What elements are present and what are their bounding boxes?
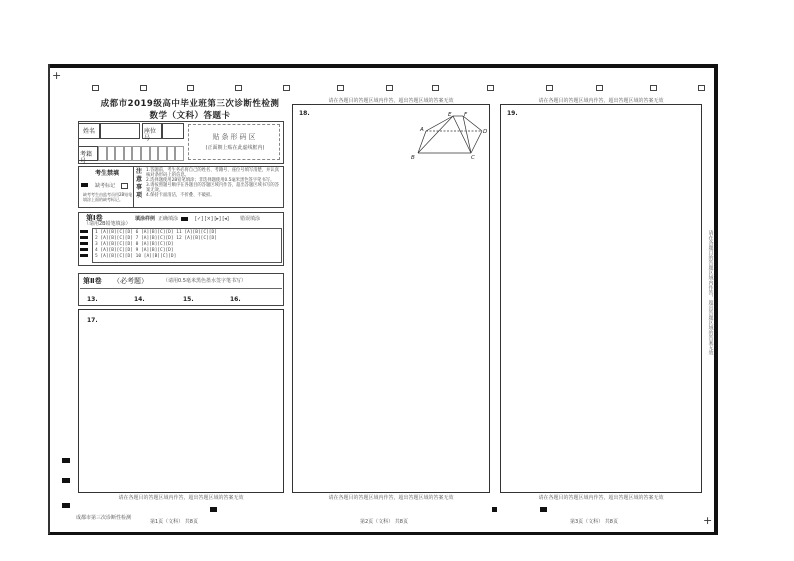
- part2-note: （请用0.5毫米黑色墨水签字笔书写）: [163, 278, 246, 284]
- q13-label: 13.: [87, 296, 98, 303]
- exam-no-digit-cell[interactable]: [175, 146, 184, 161]
- q19-label: 19.: [507, 110, 518, 117]
- registration-cross-icon: +: [52, 69, 62, 82]
- fig-label-a: A: [420, 127, 424, 133]
- timing-mark: [235, 85, 242, 91]
- timing-mark: [432, 85, 439, 91]
- right-border-bar: [714, 64, 718, 532]
- missing-checkbox[interactable]: [121, 183, 128, 189]
- bottom-border-bar: [48, 532, 718, 535]
- notice-list: [146, 168, 282, 198]
- notice-side-label: 注意事项: [136, 168, 143, 199]
- fig-label-b: B: [411, 155, 415, 161]
- q18-label: 18.: [299, 110, 310, 117]
- exam-no-field[interactable]: [98, 146, 184, 161]
- q14-label: 14.: [134, 296, 145, 303]
- bottom-warning-3: 请在各题目的答题区域内作答，超出答题区域的答案无效: [538, 495, 664, 501]
- timing-block: [80, 230, 88, 233]
- footer-page3: 第3页（文科） 共8页: [570, 519, 618, 525]
- exam-no-digit-cell[interactable]: [167, 146, 176, 161]
- right-vertical-warning: 请在各题目的答题区域内作答，超出答题区域的答案无效: [707, 230, 714, 355]
- top-warning-3: 请在各题目的答题区域内作答，超出答题区域的答案无效: [538, 98, 664, 104]
- wrong-label: 错误填涂: [240, 216, 261, 222]
- notice-item: 3.请按照题号顺序在各题目的答题区域内作答，超出答题区域书写的答案无效。: [146, 183, 280, 193]
- q17-answer-area[interactable]: [78, 309, 284, 493]
- exam-no-digit-cell[interactable]: [124, 146, 133, 161]
- timing-block: [80, 236, 88, 239]
- timing-mark: [650, 85, 657, 91]
- wrong-samples: [✓] [×] [▸] [◂]: [195, 216, 229, 222]
- footer-page1: 第1页（文科） 共8页: [150, 519, 198, 525]
- name-label: 姓名: [83, 128, 96, 135]
- correct-label: 正确填涂: [158, 216, 179, 222]
- seat-label-cell: [142, 123, 162, 142]
- timing-block: [62, 478, 70, 483]
- missing-title: 考生禁填: [94, 170, 119, 177]
- name-label-cell: [78, 123, 100, 139]
- fig-label-f: F: [464, 112, 468, 118]
- part2-divider: [80, 288, 282, 289]
- notice-item: 2.选择题使用2B铅笔填涂；非选择题使用0.5毫米黑色签字笔书写。: [146, 178, 275, 183]
- timing-block: [492, 507, 497, 512]
- missing-note: 缺考考生由监考员用2B铅笔填涂上面的缺考标记。: [83, 192, 133, 202]
- left-border-line: [48, 64, 50, 534]
- q16-label: 16.: [230, 296, 241, 303]
- timing-mark: [386, 85, 393, 91]
- fig-label-e: E: [448, 112, 452, 118]
- timing-mark: [140, 85, 147, 91]
- q15-label: 15.: [183, 296, 194, 303]
- seat-label: 座位号: [144, 128, 157, 142]
- fig-label-c: C: [471, 155, 475, 161]
- q18-answer-area[interactable]: [292, 104, 490, 493]
- missing-box: [78, 166, 134, 208]
- top-border-bar: [48, 64, 718, 68]
- exam-no-label: 考籍号: [80, 151, 93, 165]
- answer-row[interactable]: 3 [A][B][C][D] 8 [A][B][C][D]: [95, 242, 174, 247]
- exam-no-digit-cell[interactable]: [98, 146, 107, 161]
- timing-block: [80, 248, 88, 251]
- exam-no-digit-cell[interactable]: [115, 146, 124, 161]
- bottom-warning-2: 请在各题目的答题区域内作答，超出答题区域的答案无效: [328, 495, 454, 501]
- footer-code: 成都市第三次诊断性检测: [76, 515, 132, 521]
- footer-page2: 第2页（文科） 共8页: [360, 519, 408, 525]
- bottom-warning-1: 请在各题目的答题区域内作答，超出答题区域的答案无效: [118, 495, 244, 501]
- timing-mark: [546, 85, 553, 91]
- timing-mark: [92, 85, 99, 91]
- prism-figure: [408, 111, 488, 161]
- top-warning-2: 请在各题目的答题区域内作答，超出答题区域的答案无效: [328, 98, 454, 104]
- timing-mark: [596, 85, 603, 91]
- timing-block: [540, 507, 547, 512]
- part1-label: 第Ⅰ卷: [86, 214, 103, 222]
- answer-row[interactable]: 2 [A][B][C][D] 7 [A][B][C][D] 12 [A][B][C][D]: [95, 236, 217, 241]
- exam-no-digit-cell[interactable]: [150, 146, 159, 161]
- answer-row[interactable]: 4 [A][B][C][D] 9 [A][B][C][D]: [95, 248, 174, 253]
- timing-block: [62, 503, 70, 508]
- timing-block: [80, 254, 88, 257]
- timing-mark: [283, 85, 290, 91]
- answer-row[interactable]: 1 [A][B][C][D] 6 [A][B][C][D] 11 [A][B][C][D]: [95, 230, 217, 235]
- missing-label: 缺考标记: [95, 183, 116, 189]
- timing-block: [80, 242, 88, 245]
- sheet-title-line2: 数学（文科）答题卡: [149, 111, 231, 121]
- timing-block: [81, 183, 88, 187]
- fig-label-d: D: [483, 129, 488, 135]
- exam-no-digit-cell[interactable]: [158, 146, 167, 161]
- notice-item: 1.答题前，考生务必将自己的姓名、考籍号、座位号填写清楚，并认真核对条形码上的信息。: [146, 168, 280, 178]
- timing-block: [62, 458, 70, 463]
- exam-no-label-cell: [78, 146, 98, 165]
- timing-block: [210, 507, 217, 512]
- name-field[interactable]: [100, 123, 140, 139]
- example-label: 填涂样例: [135, 216, 156, 222]
- seat-field[interactable]: [162, 123, 184, 139]
- exam-no-digit-cell[interactable]: [141, 146, 150, 161]
- timing-mark: [337, 85, 344, 91]
- barcode-area: [188, 124, 280, 160]
- timing-mark: [487, 85, 494, 91]
- exam-no-digit-cell[interactable]: [107, 146, 116, 161]
- q17-label: 17.: [87, 317, 98, 324]
- registration-cross-icon: +: [703, 514, 713, 527]
- q19-answer-area[interactable]: [500, 104, 702, 493]
- notice-item: 4.保持卡面清洁，不折叠、不破损。: [146, 193, 215, 198]
- timing-mark: [187, 85, 194, 91]
- correct-fill-sample: [181, 217, 188, 221]
- part2-required: （必考题）: [113, 277, 148, 285]
- barcode-title: 贴条形码区: [212, 133, 258, 141]
- exam-no-digit-cell[interactable]: [132, 146, 141, 161]
- barcode-note: (正面朝上贴在此虚线框内): [205, 145, 265, 151]
- answer-row[interactable]: 5 [A][B][C][D] 10 [A][B][C][D]: [95, 254, 177, 259]
- part2-label: 第Ⅱ卷: [83, 277, 102, 285]
- timing-mark: [698, 85, 705, 91]
- part1-sub: （请用2B铅笔填涂）: [84, 221, 131, 227]
- sheet-title-line1: 成都市2019级高中毕业班第三次诊断性检测: [100, 99, 280, 109]
